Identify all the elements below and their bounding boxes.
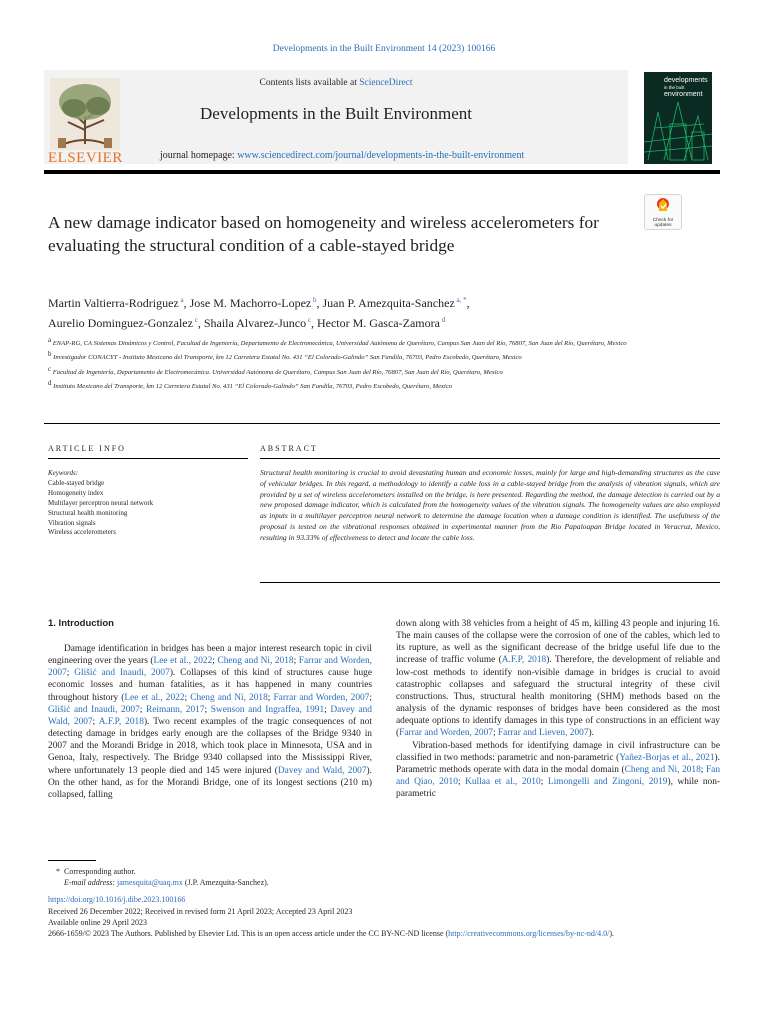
journal-homepage xyxy=(160,150,524,161)
keyword-item: Cable-stayed bridge xyxy=(48,478,105,487)
citation-link[interactable]: Glišić and Inaudi, 2007 xyxy=(74,668,170,679)
check-for-updates-button[interactable]: Check for updates xyxy=(644,194,682,230)
citation-link[interactable]: Farrar and Worden, 2007 xyxy=(399,728,493,739)
license-note: 2666-1659/© 2023 The Authors. Published by Elsevier Ltd. This is an open access article under the CC BY-NC-ND license (http://creativecommons.org/licenses/by-nc-nd/4.0/). xyxy=(48,929,614,939)
online-date: Available online 29 April 2023 xyxy=(48,917,147,927)
author-name: Martin Valtierra-Rodriguez xyxy=(48,296,179,310)
author-list: Martin Valtierra-Rodriguez $^a$, Jose M. Machorro-Lopez $^b$, Juan P. Amezquita-Sanchez $^{a, *}$, Aurelio Dominguez-Gonzalez $^c$, Shaila Alvarez-Junco $^c$, Hector M. Gasca-Zamora $^d$ xyxy=(48,296,470,330)
license-link[interactable]: http://creativecommons.org/licenses/by-nc-nd/4.0/ xyxy=(448,929,610,939)
citation-link[interactable]: Yañez-Borjas et al., 2021 xyxy=(619,752,715,763)
citation-link[interactable]: Kullaa et al., 2010 xyxy=(465,777,541,788)
keyword-item: Vibration signals xyxy=(48,518,96,527)
paragraph: Damage identification in bridges has been a major interest research topic in civil engineering over the years (Lee et al., 2022; Cheng and Ni, 2018; Farrar and Worden, 2007; Glišić and Inaudi, 2007). Collapses of this kind of structures cause huge economic losses and human fatalities, as it has happened in many countries throughout history (Lee et al., 2022; Cheng and Ni, 2018; Farrar and Worden, 2007; Glišić and Inaudi, 2007; Reimann, 2017; Swenson and Ingraffea, 1991; Davey and Wald, 2007; A.F.P, 2018). Two recent examples of the tragic consequences of not detecting damage in bridges early enough are the collapses of the Bridge 9340 in 2007 and the Morandi Bridge in 2018, which took place in Minnesota, USA and in Genoa, Italy, respectively. The Bridge 9340 collapsed into the Mississippi River, where unfortunately 13 people died and 145 were injured (Davey and Wald, 2007). On the other hand, as for the Morandi Bridge, one of its longest sections (210 m) collapsed, falling xyxy=(48,644,372,800)
article-info-heading: ARTICLE INFO xyxy=(48,444,126,453)
elsevier-wordmark: ELSEVIER xyxy=(48,150,123,166)
citation-link[interactable]: Lee et al., 2022 xyxy=(153,656,213,667)
affiliation-item: $^d$ Instituto Mexicano del Transporte, km 12 Carretera Estatal No. 431 “El Colorado-Galindo” San Fandila, 76703, Pedro Escobedo, Querétaro, Mexico xyxy=(48,379,453,391)
citation-link[interactable]: Farrar and Worden, 2007 xyxy=(48,656,372,679)
sciencedirect-link[interactable]: ScienceDirect xyxy=(359,78,413,88)
citation-link[interactable]: Reimann, 2017 xyxy=(145,704,205,715)
author-name: Shaila Alvarez-Junco xyxy=(203,316,307,330)
citation-link[interactable]: Davey and Wald, 2007 xyxy=(277,765,367,776)
citation-link[interactable]: Fan and Qiao, 2010 xyxy=(396,764,720,788)
citation-link[interactable]: Lee et al., 2022 xyxy=(124,692,185,703)
journal-title: Developments in the Built Environment xyxy=(200,104,472,123)
header-rule xyxy=(44,170,720,174)
author-name: Hector M. Gasca-Zamora xyxy=(316,316,440,330)
keywords-block xyxy=(48,469,248,538)
article-info-top-rule xyxy=(44,423,720,424)
article-title: A new damage indicator based on homogeneity and wireless accelerometers for evaluating the structural condition of a cable-stayed bridge xyxy=(48,213,599,255)
doi-link[interactable]: https://doi.org/10.1016/j.dibe.2023.100166 xyxy=(48,895,186,905)
footnote-rule xyxy=(48,860,96,861)
citation-link[interactable]: Davey and Wald, 2007 xyxy=(48,704,372,727)
affiliation-list xyxy=(48,335,638,393)
keyword-item: Wireless accelerometers xyxy=(48,528,116,537)
homepage-link[interactable]: www.sciencedirect.com/journal/developments-in-the-built-environment xyxy=(237,150,525,161)
corresponding-note: * Corresponding author. xyxy=(56,867,136,876)
paragraph: down along with 38 vehicles from a height of 45 m, killing 43 people and injuring 16. The main causes of the collapse were the corrosion of one of the cables, which led to its rupture, as well as the significant decrease of the bridge useful life due to the increase of traffic volume (A.F.P, 2018). Therefore, the development of reliable and low-cost methods to identify non-visible damage in bridges is crucial to avoid catastrophic collapses and safeguard the structural integrity of these civil constructions. Thus, structural health monitoring (SHM) methods based on the analysis of the dynamic responses of bridges have been considered as the most adequate options to identify damages in this type of constructions in an efficient way (Farrar and Worden, 2007; Farrar and Lieven, 2007). xyxy=(396,619,721,739)
affiliation-mark[interactable]: d xyxy=(439,316,446,324)
received-dates: Received 26 December 2022; Received in revised form 21 April 2023; Accepted 23 April 2023 xyxy=(48,906,353,916)
journal-cover-image[interactable] xyxy=(644,72,712,164)
abstract-bottom-rule xyxy=(260,582,720,583)
citation-link[interactable]: Cheng and Ni, 2018 xyxy=(190,692,268,703)
affiliation-mark[interactable]: c xyxy=(306,316,311,324)
citation-link[interactable]: Farrar and Worden, 2007 xyxy=(273,692,370,703)
citation-link[interactable]: A.F.P, 2018 xyxy=(501,655,547,666)
journal-citation[interactable]: Developments in the Built Environment 14 (2023) 100166 xyxy=(272,44,496,54)
affiliation-mark[interactable]: c xyxy=(192,316,198,324)
affiliation-mark[interactable]: a xyxy=(178,296,184,304)
abstract-rule xyxy=(260,458,720,459)
contents-line xyxy=(44,78,628,88)
affiliation-item: $^b$ Investigador CONACYT - Instituto Mexicano del Transporte, km 12 Carretera Estatal No. 431 “El Colorado-Galindo” San Fandila, 76703, Pedro Escobedo, Querétaro, Mexico xyxy=(48,350,522,362)
article-info-rule xyxy=(48,458,248,459)
footnotes xyxy=(48,866,720,939)
citation-link[interactable]: Glišić and Inaudi, 2007 xyxy=(48,704,140,715)
cover-title: developments in the built environment xyxy=(664,77,708,98)
homepage-label: journal homepage: xyxy=(160,150,238,161)
abstract-text: Structural health monitoring is crucial to avoid devastating human and economic losses, mainly for large and high-demanding structures as the case of vehicular bridges. In this regard, a methodology to identify a cable loss in a cable-stayed bridge from the analysis of vibration signals, which are provided by a set of wireless accelerometers installed on the bridge, is here presented. Regarding the method, the damage detection is carried out by a new proposed damage indicator, which is calculated from the homogeneity values of the vibration signals. The homogeneity values are also employed as inputs in a multilayer perceptron neural network to determine the damage location when a damage condition is identified. The usefulness of the proposal is tested on the vibrational responses obtained in experimental manner from the Rio Papaloapan Bridge located in Veracruz, Mexico, resulting in 93.33% of effectiveness to detect and locate the cable loss. xyxy=(260,468,720,542)
citation-link[interactable]: Swenson and Ingraffea, 1991 xyxy=(210,704,325,715)
affiliation-item: $^c$ Facultad de Ingeniería, Departamento de Electromecánica. Universidad Autónoma de Querétaro, Campus San Juan del Río, 76807, San Juan del Río, Querétaro, Mexico xyxy=(48,364,503,377)
citation-link[interactable]: Farrar and Lieven, 2007 xyxy=(497,728,589,739)
author-name: Juan P. Amezquita-Sanchez xyxy=(322,296,455,310)
email-link[interactable]: jamesquita@uaq.mx xyxy=(117,878,183,888)
affiliation-item: $^a$ ENAP-RG, CA Sistemas Dinámicos y Control, Facultad de Ingeniería, Departamento de Electromecánica, Universidad Autónoma de Querétaro, Campus San Juan del Río, 76807, San Juan del Río, Querétaro, Mexico xyxy=(48,336,627,348)
author-name: Jose M. Machorro-Lopez xyxy=(189,296,312,310)
keyword-item: Multilayer perceptron neural network xyxy=(48,498,154,507)
keyword-item: Homogeneity index xyxy=(48,488,104,497)
email-note: E-mail address: jamesquita@uaq.mx (J.P. Amezquita-Sanchez). xyxy=(64,878,269,888)
contents-prefix: Contents lists available at xyxy=(259,78,360,88)
keywords-label: Keywords: xyxy=(48,469,79,477)
paragraph: Vibration-based methods for identifying damage in civil infrastructure can be classified in two methods: parametric and non-parametric (Yañez-Borjas et al., 2021). Parametric methods operate with data in the modal domain (Cheng and Ni, 2018; Fan and Qiao, 2010; Kullaa et al., 2010; Limongelli and Zingoni, 2019), while non-parametric xyxy=(396,740,721,800)
body-column-right xyxy=(396,618,720,800)
crossmark-icon xyxy=(656,197,670,213)
citation-link[interactable]: A.F.P, 2018 xyxy=(98,716,144,727)
section-heading-introduction: 1. Introduction xyxy=(48,618,114,629)
keyword-item: Structural health monitoring xyxy=(48,508,128,517)
affiliation-mark[interactable]: a, * xyxy=(454,296,467,304)
abstract-heading: ABSTRACT xyxy=(260,444,318,453)
affiliation-mark[interactable]: b xyxy=(311,296,317,304)
citation-link[interactable]: Limongelli and Zingoni, 2019 xyxy=(547,777,668,788)
body-column-left xyxy=(48,643,372,801)
citation-link[interactable]: Cheng and Ni, 2018 xyxy=(217,656,294,667)
keyword-list xyxy=(48,479,248,538)
citation-link[interactable]: Cheng and Ni, 2018 xyxy=(624,764,701,775)
author-name: Aurelio Dominguez-Gonzalez xyxy=(48,316,193,330)
